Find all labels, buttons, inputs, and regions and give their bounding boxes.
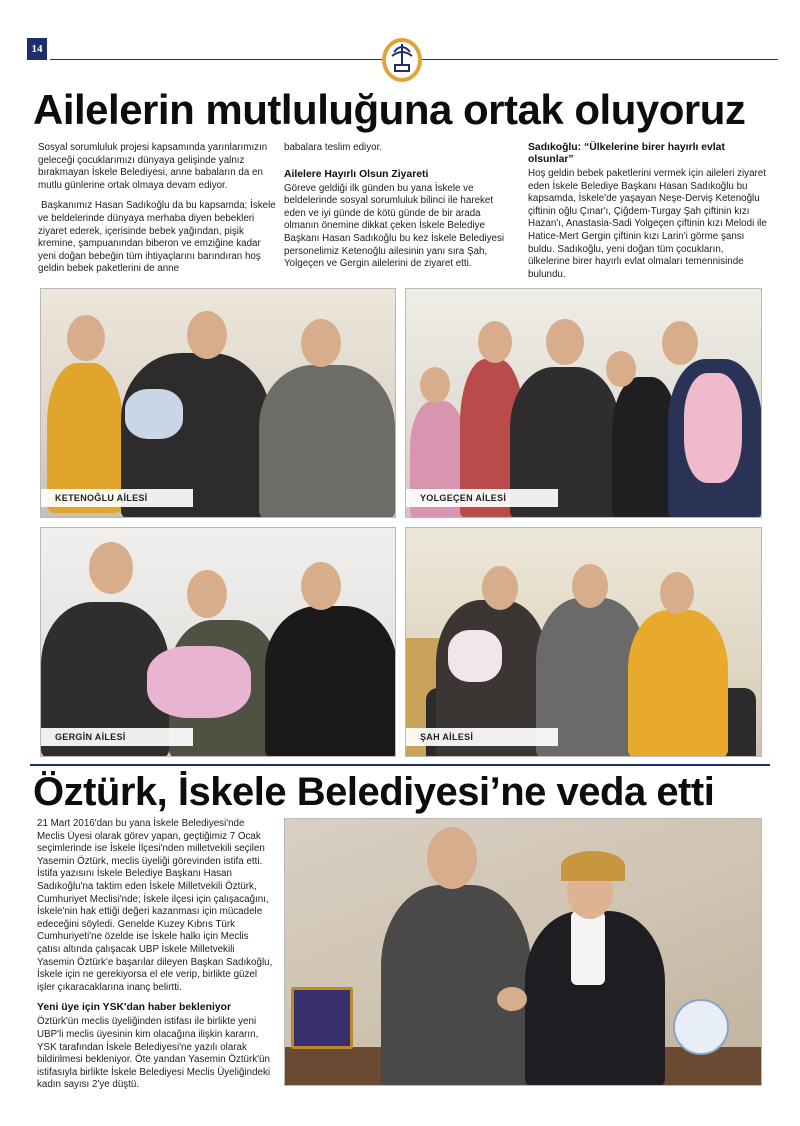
photo-ketenoglu-family bbox=[40, 288, 396, 518]
article-column-3 bbox=[528, 142, 768, 289]
section-divider bbox=[30, 764, 770, 766]
photo-caption: ŞAH AİLESİ bbox=[406, 728, 558, 746]
paragraph: Sosyal sorumluluk projesi kapsamında yarınlarımızın geleceği çocuklarımızı dünyaya gelişinde yalnız bırakmayan İskele Belediyesi, anne babaların da en mutlu günlerine ortak olmaya devam ediyor. bbox=[38, 142, 268, 191]
subheading: Yeni üye için YSK'dan haber bekleniyor bbox=[37, 1002, 231, 1014]
subheading: Ailelere Hayırlı Olsun Ziyareti bbox=[284, 168, 429, 180]
photo-sah-family bbox=[405, 527, 762, 757]
page-number: 14 bbox=[27, 38, 47, 60]
photo-handshake bbox=[284, 818, 762, 1086]
article-title: Ailelerin mutluluğuna ortak oluyoruz bbox=[33, 86, 746, 133]
paragraph: Göreve geldiği ilk günden bu yana İskele ve beldelerinde sosyal sorumluluk bilinci ile hareket eden ve iyi günde de kötü günde de bir arada olmanın önemine dikkat çeken İskele Belediye Başkanı Hasan Sadıkoğlu bu kez İskele Belediyesi personelimiz Ketenoğlu ailesinin yanı sıra Şah, Yolgeçen ve Gergin ailelerini de ziyaret etti. bbox=[284, 182, 505, 270]
photo-yolgecen-family bbox=[405, 288, 762, 518]
photo-caption: KETENOĞLU AİLESİ bbox=[41, 489, 193, 507]
paragraph: Öztürk'ün meclis üyeliğinden istifası ile birlikte yeni UBP'li meclis üyesinin kim olacağına ilişkin kararın, YSK tarafından İskele Belediyesi'ne yazılı olarak bildirilmesi bekleniyor. Öte yandan Yasemin Öztürk'ün istifasıyla birlikte İskele Belediyesi Meclis Üyeliğindeki kadın sayısı 2'ye düştü. bbox=[37, 1016, 271, 1091]
paragraph: Hoş geldin bebek paketlerini vermek için aileleri ziyaret eden İskele Belediye Başkanı Hasan Sadıkoğlu bu kapsamda, İskele'de yaşayan Neşe-Derviş Ketenoğlu çiftinin oğlu Çınar'ı, Çiğdem-Turgay Şah çiftinin kızı Hazan'ı, Anastasia-Sadi Yolgeçen çiftinin kızı Melodi ile Hatice-Mert Gergin çiftinin kızı Larin'i görme şansı buldu. Sadıkoğlu, yeni doğan tüm çocukların, ülkelerine birer hayırlı evlat olmaları temennisinde bulundu. bbox=[528, 168, 767, 280]
paragraph: 21 Mart 2016'dan bu yana İskele Belediyesi'nde Meclis Üyesi olarak görev yapan, geçtiğimiz 7 Ocak seçimlerinde ise İskele İlçesi'nden milletvekili seçilen Yasemin Öztürk, meclis üyeliği görevinden istifa etti. İstifa yazısını İskele Belediye Başkanı Hasan Sadıkoğlu'na taktim eden İskele Milletvekili Öztürk, Cumhuriyet Meclisi'nde; İskele ilçesi için çalışacağını, İskele'nin hak ettiği değeri kazanması için mücadele edeceğini söyledi. Genelde Kuzey Kıbrıs Türk Cumhuriyeti'ne özelde ise İskele halkı için Meclis çatısı altında çalışacak UBP İskele Milletvekili Yasemin Öztürk'e başarılar dileyen Başkan Sadıkoğlu, İskele için ne gerekiyorsa el ele verip, birlikte güzel işler çıkaracaklarına inanç belirtti. bbox=[37, 818, 273, 993]
article-column-2 bbox=[284, 142, 516, 279]
photo-gergin-family bbox=[40, 527, 396, 757]
iskele-logo-icon bbox=[380, 34, 424, 84]
article-column bbox=[37, 818, 273, 1100]
article-column-1 bbox=[38, 142, 276, 284]
photo-caption: YOLGEÇEN AİLESİ bbox=[406, 489, 558, 507]
paragraph: Başkanımız Hasan Sadıkoğlu da bu kapsamda; İskele ve beldelerinde dünyaya merhaba diyen bebekleri ziyaret ederek, içerisinde bebek yağından, pişik kremine, şampuanından biberon ve emziğine kadar yeni doğan bebeğin tüm ihtiyaçlarını barındıran hoş geldin bebek paketlerini de anne bbox=[38, 200, 276, 275]
article-title: Öztürk, İskele Belediyesi’ne veda etti bbox=[33, 770, 715, 814]
paragraph: babalara teslim ediyor. bbox=[284, 142, 383, 153]
photo-caption: GERGİN AİLESİ bbox=[41, 728, 193, 746]
subheading: Sadıkoğlu: “Ülkelerine birer hayırlı evlat olsunlar” bbox=[528, 142, 725, 165]
